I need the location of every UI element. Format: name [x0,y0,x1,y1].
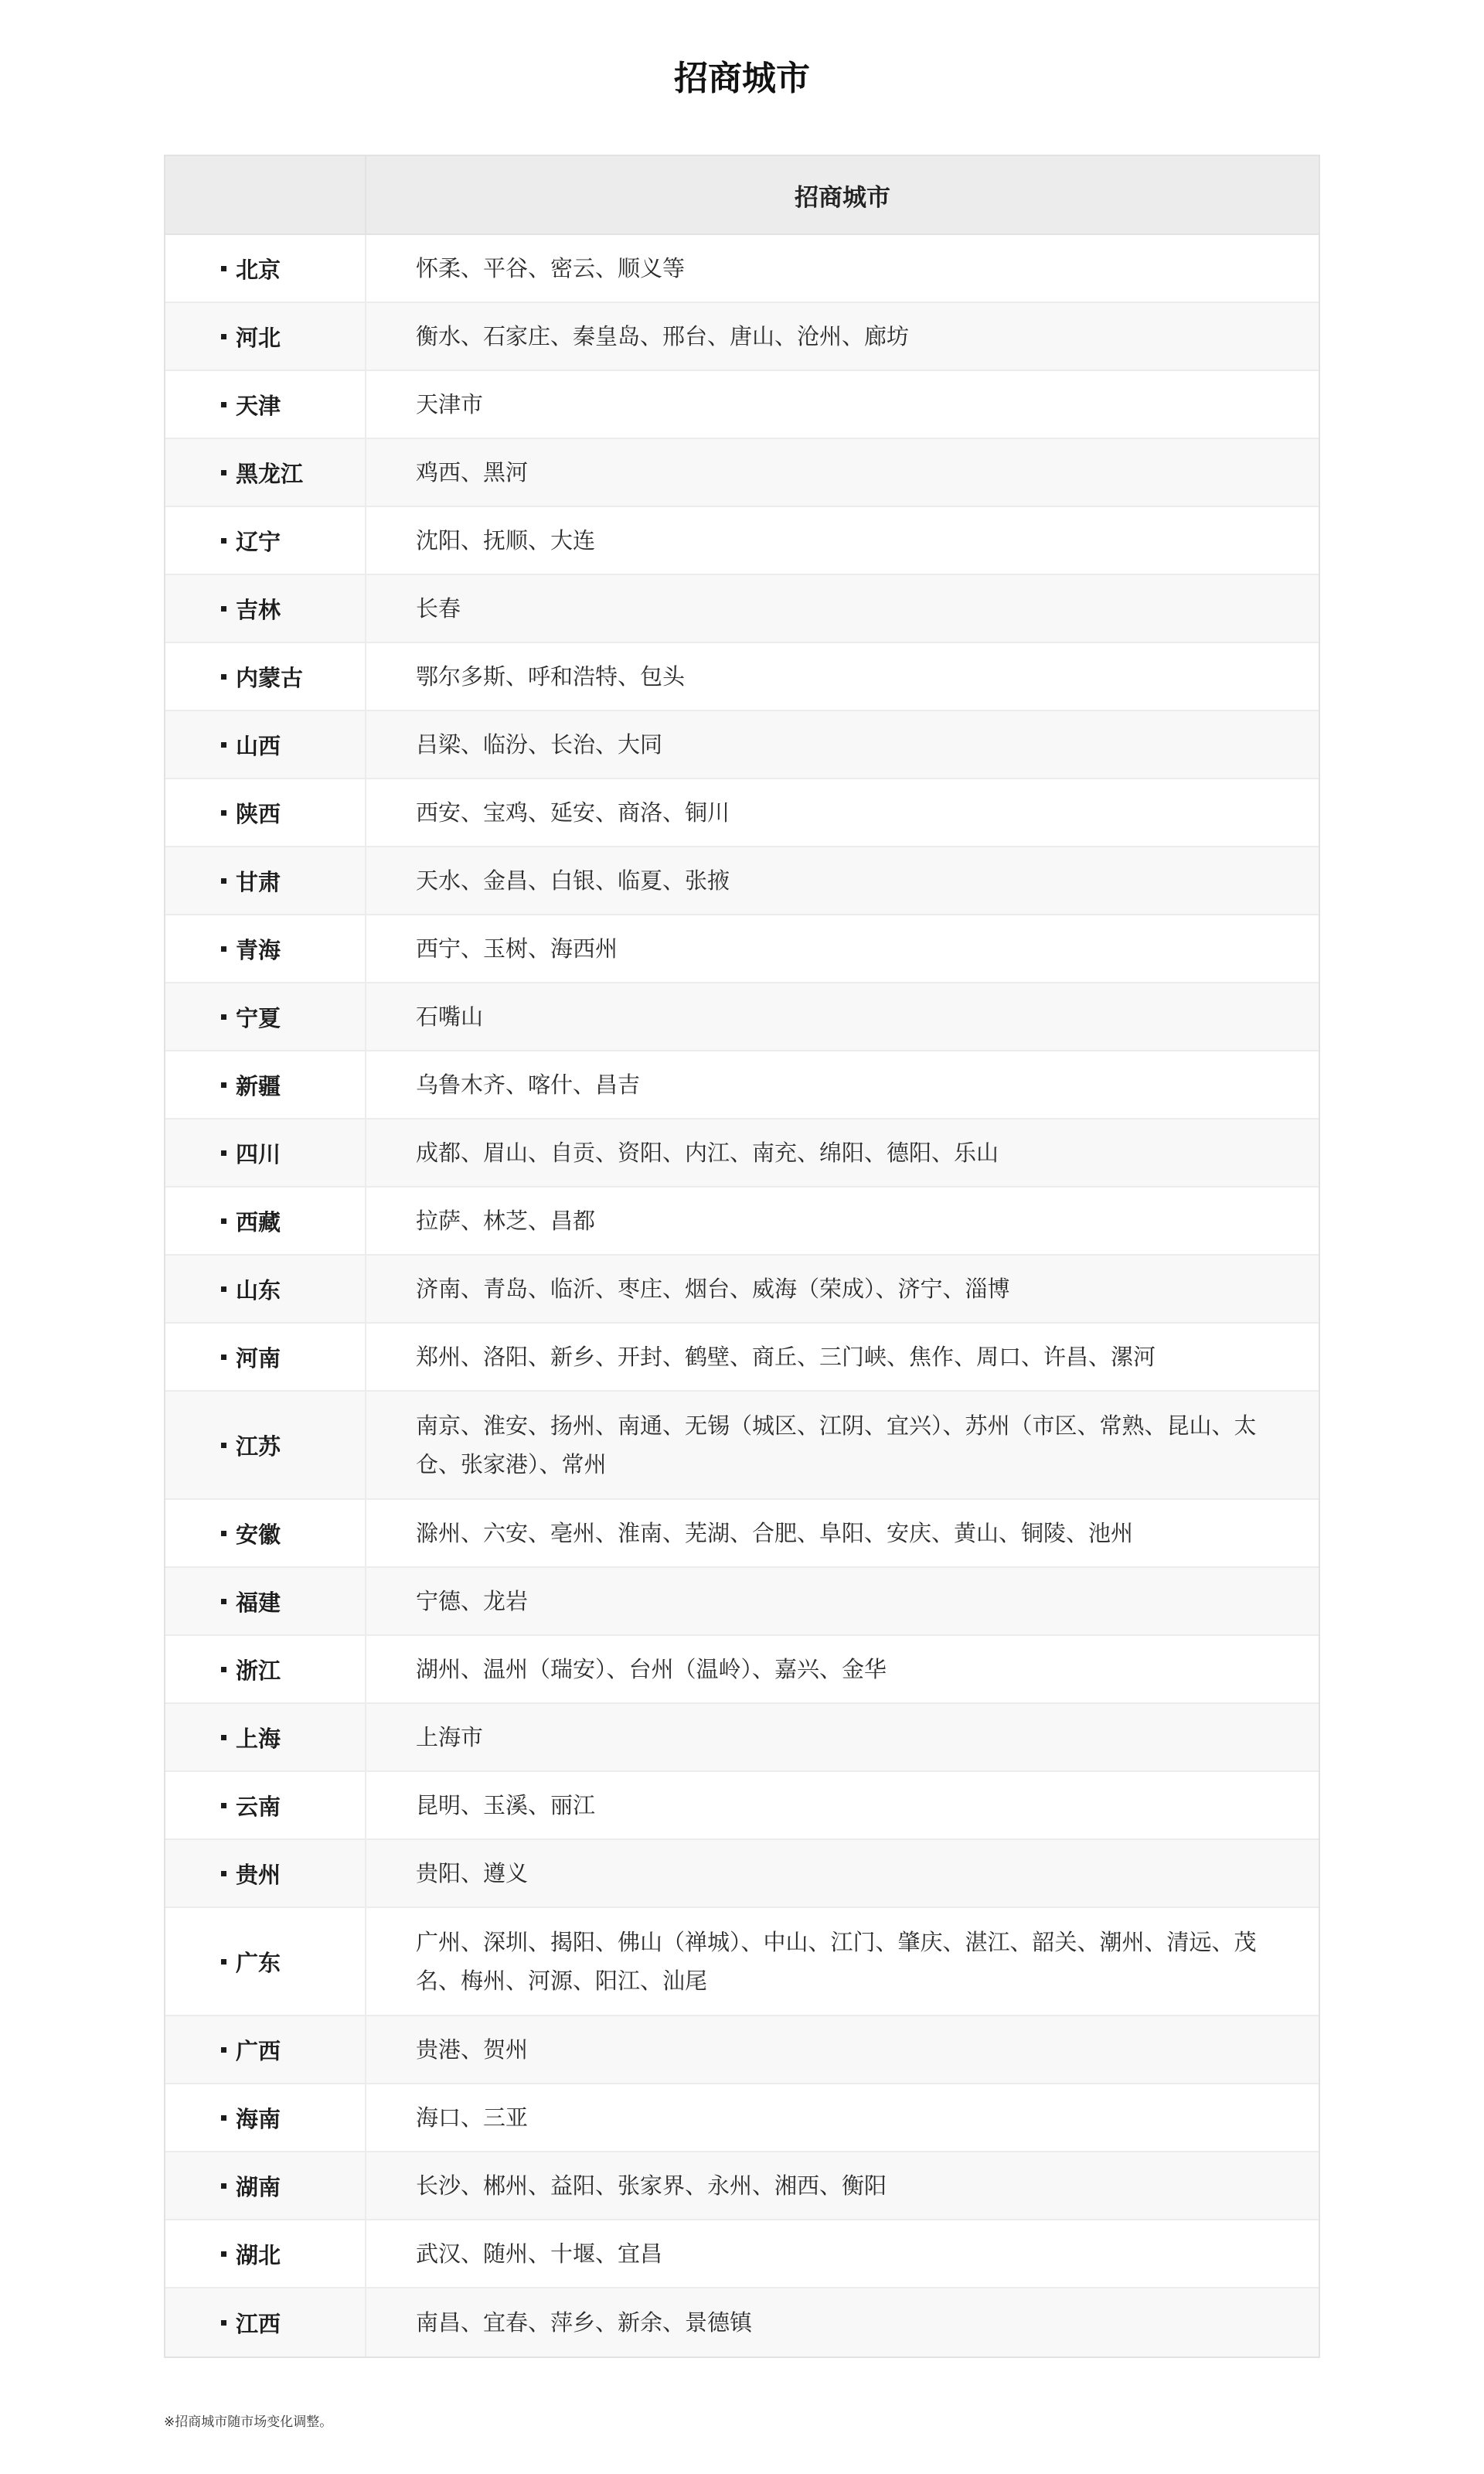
table-row [165,1324,1319,1392]
cities-cell: 南昌、宜春、萍乡、新余、景德镇 [416,2309,753,2336]
cities-cell: 衡水、石家庄、秦皇岛、邢台、唐山、沧州、廊坊 [416,323,910,349]
province-name: 广西 [236,2037,281,2064]
province-cell [165,1908,366,2015]
cities-cell: 长春 [416,595,461,622]
bullet-icon [221,2320,226,2326]
bullet-icon [221,334,226,339]
province-cell [165,303,366,370]
bullet-icon [221,1014,226,1020]
bullet-icon [221,742,226,748]
table-row [165,847,1319,915]
table-row [165,235,1319,303]
cities-cell: 吕梁、临汾、长治、大同 [416,731,663,758]
province-cell [165,1392,366,1498]
bullet-icon [221,606,226,612]
province-cell [165,1188,366,1254]
province-name: 天津 [236,392,281,419]
province-cell [165,1636,366,1702]
province-name: 海南 [236,2105,281,2132]
province-name: 山西 [236,732,281,759]
bullet-icon [221,1667,226,1672]
province-name: 贵州 [236,1861,281,1888]
table-row [165,711,1319,779]
table-header-cities: 招商城市 [795,183,890,212]
province-name: 福建 [236,1589,281,1616]
province-cell [165,1568,366,1634]
province-cell [165,1704,366,1770]
cities-cell: 贵阳、遵义 [416,1860,529,1886]
province-cell [165,507,366,574]
bullet-icon [221,1218,226,1224]
table-row [165,371,1319,439]
table-row [165,1772,1319,1840]
cities-cell: 南京、淮安、扬州、南通、无锡（城区、江阴、宜兴）、苏州（市区、常熟、昆山、太仓、张家港）、常州 [416,1412,1257,1477]
bullet-icon [221,1150,226,1156]
province-name: 江西 [236,2310,281,2337]
bullet-icon [221,402,226,407]
province-cell [165,779,366,846]
cities-cell: 宁德、龙岩 [416,1588,529,1614]
province-cell [165,915,366,982]
cities-cell: 成都、眉山、自贡、资阳、内江、南充、绵阳、德阳、乐山 [416,1140,999,1166]
table-row [165,1908,1319,2016]
footnote: ※招商城市随市场变化调整。 [164,2414,333,2430]
city-table [164,155,1320,2358]
table-row [165,2016,1319,2084]
province-name: 广东 [236,1949,281,1976]
province-cell [165,1256,366,1322]
cities-cell: 湖州、温州（瑞安）、台州（温岭）、嘉兴、金华 [416,1656,887,1682]
bullet-icon [221,538,226,544]
province-name: 宁夏 [236,1004,281,1031]
table-row [165,1051,1319,1119]
table-row [165,1636,1319,1704]
province-cell [165,2288,366,2356]
province-cell [165,1500,366,1566]
province-name: 北京 [236,256,281,283]
bullet-icon [221,470,226,475]
province-name: 山东 [236,1276,281,1303]
table-row [165,779,1319,847]
table-row [165,1704,1319,1772]
province-cell [165,847,366,914]
table-row [165,2220,1319,2288]
cities-cell: 郑州、洛阳、新乡、开封、鹤壁、商丘、三门峡、焦作、周口、许昌、漯河 [416,1344,1156,1370]
cities-cell: 广州、深圳、揭阳、佛山（禅城）、中山、江门、肇庆、湛江、韶关、潮州、清远、茂名、梅州、河源、阳江、汕尾 [416,1929,1257,1994]
province-cell [165,983,366,1050]
province-name: 浙江 [236,1657,281,1684]
province-cell [165,2152,366,2219]
cities-cell: 鄂尔多斯、呼和浩特、包头 [416,663,686,690]
province-name: 云南 [236,1793,281,1820]
province-cell [165,711,366,778]
cities-cell: 海口、三亚 [416,2104,529,2131]
cities-cell: 拉萨、林芝、昌都 [416,1208,596,1234]
cities-cell: 济南、青岛、临沂、枣庄、烟台、威海（荣成）、济宁、淄博 [416,1276,1010,1302]
bullet-icon [221,878,226,884]
province-name: 四川 [236,1140,281,1167]
bullet-icon [221,2115,226,2121]
province-name: 河北 [236,324,281,351]
bullet-icon [221,1531,226,1536]
province-name: 湖南 [236,2173,281,2200]
province-name: 黑龙江 [236,460,304,487]
bullet-icon [221,1082,226,1088]
cities-cell: 天津市 [416,391,484,417]
table-row [165,1256,1319,1324]
bullet-icon [221,1871,226,1876]
province-cell [165,235,366,302]
table-row [165,575,1319,643]
bullet-icon [221,674,226,680]
table-row [165,2288,1319,2356]
province-name: 西藏 [236,1208,281,1235]
province-cell [165,1324,366,1390]
province-name: 安徽 [236,1521,281,1548]
table-row [165,303,1319,371]
cities-cell: 武汉、随州、十堰、宜昌 [416,2241,663,2267]
table-row [165,1840,1319,1908]
province-name: 陕西 [236,800,281,827]
bullet-icon [221,1286,226,1292]
table-header-empty-cell [165,156,366,233]
cities-cell: 怀柔、平谷、密云、顺义等 [416,255,686,281]
cities-cell: 长沙、郴州、益阳、张家界、永州、湘西、衡阳 [416,2172,887,2199]
cities-cell: 贵港、贺州 [416,2036,529,2063]
cities-cell: 昆明、玉溪、丽江 [416,1792,596,1818]
table-row [165,915,1319,983]
province-cell [165,371,366,438]
province-cell [165,1051,366,1118]
bullet-icon [221,810,226,816]
cities-cell: 乌鲁木齐、喀什、昌吉 [416,1072,641,1098]
table-row [165,439,1319,507]
table-row [165,1188,1319,1256]
table-row [165,1119,1319,1188]
table-row [165,1500,1319,1568]
table-row [165,507,1319,575]
table-row [165,1392,1319,1500]
province-name: 甘肃 [236,868,281,895]
cities-cell: 天水、金昌、白银、临夏、张掖 [416,867,730,894]
province-name: 河南 [236,1344,281,1372]
bullet-icon [221,1803,226,1808]
province-name: 青海 [236,936,281,963]
table-row [165,2152,1319,2220]
bullet-icon [221,1959,226,1965]
cities-cell: 上海市 [416,1724,484,1750]
province-cell [165,2016,366,2083]
bullet-icon [221,1355,226,1360]
bullet-icon [221,946,226,952]
province-cell [165,1840,366,1907]
province-cell [165,2220,366,2287]
province-cell [165,643,366,710]
province-name: 湖北 [236,2241,281,2268]
province-cell [165,575,366,642]
bullet-icon [221,1443,226,1448]
table-row [165,983,1319,1051]
table-body [165,235,1319,2356]
cities-cell: 西安、宝鸡、延安、商洛、铜川 [416,799,730,826]
cities-cell: 鸡西、黑河 [416,459,529,486]
bullet-icon [221,2047,226,2053]
province-name: 江苏 [236,1433,281,1460]
bullet-icon [221,1599,226,1604]
province-cell [165,2084,366,2151]
cities-cell: 沈阳、抚顺、大连 [416,527,596,554]
bullet-icon [221,266,226,271]
table-row [165,643,1319,711]
province-name: 上海 [236,1725,281,1752]
bullet-icon [221,2251,226,2257]
table-row [165,1568,1319,1636]
table-row [165,2084,1319,2152]
province-name: 辽宁 [236,528,281,555]
province-name: 新疆 [236,1072,281,1099]
cities-cell: 西宁、玉树、海西州 [416,935,618,962]
bullet-icon [221,1735,226,1740]
province-name: 吉林 [236,596,281,623]
cities-cell: 滁州、六安、亳州、淮南、芜湖、合肥、阜阳、安庆、黄山、铜陵、池州 [416,1520,1134,1546]
province-cell [165,439,366,506]
page-title: 招商城市 [674,59,810,98]
table-header-row [165,156,1319,235]
bullet-icon [221,2183,226,2189]
province-cell [165,1772,366,1838]
province-name: 内蒙古 [236,664,304,691]
cities-cell: 石嘴山 [416,1004,484,1030]
province-cell [165,1119,366,1186]
